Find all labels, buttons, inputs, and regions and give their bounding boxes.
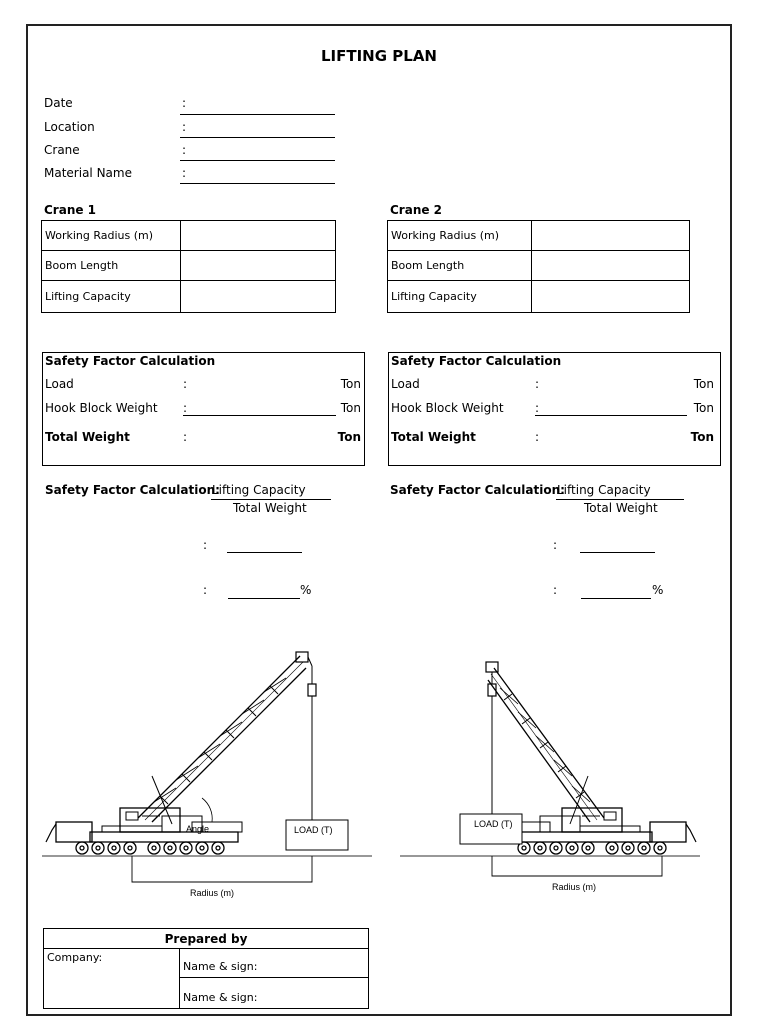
hook-block-field[interactable] <box>535 415 687 416</box>
table-row <box>388 221 690 251</box>
hook-block-unit: Ton <box>340 401 361 415</box>
crane2-boom-length-label: Boom Length <box>388 251 532 281</box>
safety-factor-result-field[interactable] <box>227 552 302 553</box>
formula-label: Safety Factor Calculation: <box>45 483 220 497</box>
material-name-field[interactable] <box>180 183 335 184</box>
percent-colon: : <box>553 583 558 597</box>
crane-colon: : <box>182 143 187 157</box>
load-label: Load <box>45 377 74 391</box>
formula-denominator: Total Weight <box>584 501 658 515</box>
location-label: Location <box>44 120 95 134</box>
crane-label: Crane <box>44 143 80 157</box>
total-weight-label: Total Weight <box>391 430 476 444</box>
formula-label: Safety Factor Calculation: <box>390 483 565 497</box>
location-colon: : <box>182 120 187 134</box>
load-unit: Ton <box>693 377 714 391</box>
total-weight-unit: Ton <box>337 430 361 444</box>
crane-diagram-2 <box>400 636 730 906</box>
load-colon: : <box>183 377 188 391</box>
date-label: Date <box>44 96 73 110</box>
result-colon: : <box>203 538 208 552</box>
hook-block-unit: Ton <box>693 401 714 415</box>
angle-label: Angle <box>186 824 210 834</box>
load-label: LOAD (T) <box>294 825 333 835</box>
table-row <box>388 251 690 281</box>
percent-sign: % <box>652 583 664 597</box>
radius-label: Radius (m) <box>190 888 235 898</box>
page-title: LIFTING PLAN <box>320 47 437 65</box>
fraction-line <box>211 499 331 500</box>
name-sign-field-2[interactable]: Name & sign: <box>180 978 369 1009</box>
material-name-colon: : <box>182 166 187 180</box>
formula-denominator: Total Weight <box>233 501 307 515</box>
company-field[interactable]: Company: <box>44 949 180 1009</box>
hook-block-label: Hook Block Weight <box>391 401 504 415</box>
formula-numerator: Lifting Capacity <box>557 483 651 497</box>
crane1-heading: Crane 1 <box>44 203 97 217</box>
crane-field[interactable] <box>180 160 335 161</box>
table-row <box>44 949 369 978</box>
location-field[interactable] <box>180 137 335 138</box>
crane2-lifting-capacity-label: Lifting Capacity <box>388 281 532 313</box>
load-label: Load <box>391 377 420 391</box>
material-name-label: Material Name <box>44 166 132 180</box>
hook-block-colon: : <box>183 401 188 415</box>
name-sign-field-1[interactable]: Name & sign: <box>180 949 369 978</box>
table-row <box>42 221 336 251</box>
crane1-boom-length-value[interactable] <box>181 251 336 281</box>
radius-label: Radius (m) <box>552 882 597 892</box>
table-row <box>42 251 336 281</box>
crane1-lifting-capacity-label: Lifting Capacity <box>42 281 181 313</box>
crane-carrier <box>46 808 242 854</box>
crane-boom <box>138 652 316 824</box>
crane2-working-radius-label: Working Radius (m) <box>388 221 532 251</box>
percent-sign: % <box>300 583 312 597</box>
table-row <box>44 929 369 949</box>
crane1-spec-table <box>41 220 336 313</box>
crane1-working-radius-value[interactable] <box>181 221 336 251</box>
crane2-lifting-capacity-value[interactable] <box>532 281 690 313</box>
hook-block-label: Hook Block Weight <box>45 401 158 415</box>
date-field[interactable] <box>180 114 335 115</box>
formula-numerator: Lifting Capacity <box>212 483 306 497</box>
crane2-working-radius-value[interactable] <box>532 221 690 251</box>
fraction-line <box>556 499 684 500</box>
crane1-working-radius-label: Working Radius (m) <box>42 221 181 251</box>
table-row <box>42 281 336 313</box>
angle-arc <box>202 798 212 822</box>
safety-factor-box-crane1 <box>42 352 365 466</box>
safety-percent-field[interactable] <box>228 598 300 599</box>
radius-dimension-line <box>492 856 662 876</box>
safety-heading: Safety Factor Calculation <box>45 354 216 368</box>
load-unit: Ton <box>340 377 361 391</box>
safety-heading: Safety Factor Calculation <box>391 354 562 368</box>
hook-block-field[interactable] <box>183 415 336 416</box>
crane1-boom-length-label: Boom Length <box>42 251 181 281</box>
total-weight-colon: : <box>535 430 540 444</box>
safety-factor-result-field[interactable] <box>580 552 655 553</box>
crane2-heading: Crane 2 <box>390 203 443 217</box>
total-weight-label: Total Weight <box>45 430 130 444</box>
crane-diagram-1 <box>42 636 372 906</box>
date-colon: : <box>182 96 187 110</box>
percent-colon: : <box>203 583 208 597</box>
load-label: LOAD (T) <box>474 819 513 829</box>
prepared-by-title: Prepared by <box>44 929 369 949</box>
safety-percent-field[interactable] <box>581 598 651 599</box>
safety-factor-box-crane2 <box>388 352 721 466</box>
crane2-spec-table <box>387 220 690 313</box>
crane-carrier <box>500 808 696 854</box>
load-colon: : <box>535 377 540 391</box>
prepared-by-table <box>43 928 369 1009</box>
crane-boom <box>486 662 604 824</box>
hook-block-colon: : <box>535 401 540 415</box>
crane1-lifting-capacity-value[interactable] <box>181 281 336 313</box>
lifting-plan-form <box>26 24 732 1016</box>
radius-dimension-line <box>132 856 312 882</box>
crane2-boom-length-value[interactable] <box>532 251 690 281</box>
result-colon: : <box>553 538 558 552</box>
table-row <box>388 281 690 313</box>
total-weight-unit: Ton <box>690 430 714 444</box>
total-weight-colon: : <box>183 430 188 444</box>
